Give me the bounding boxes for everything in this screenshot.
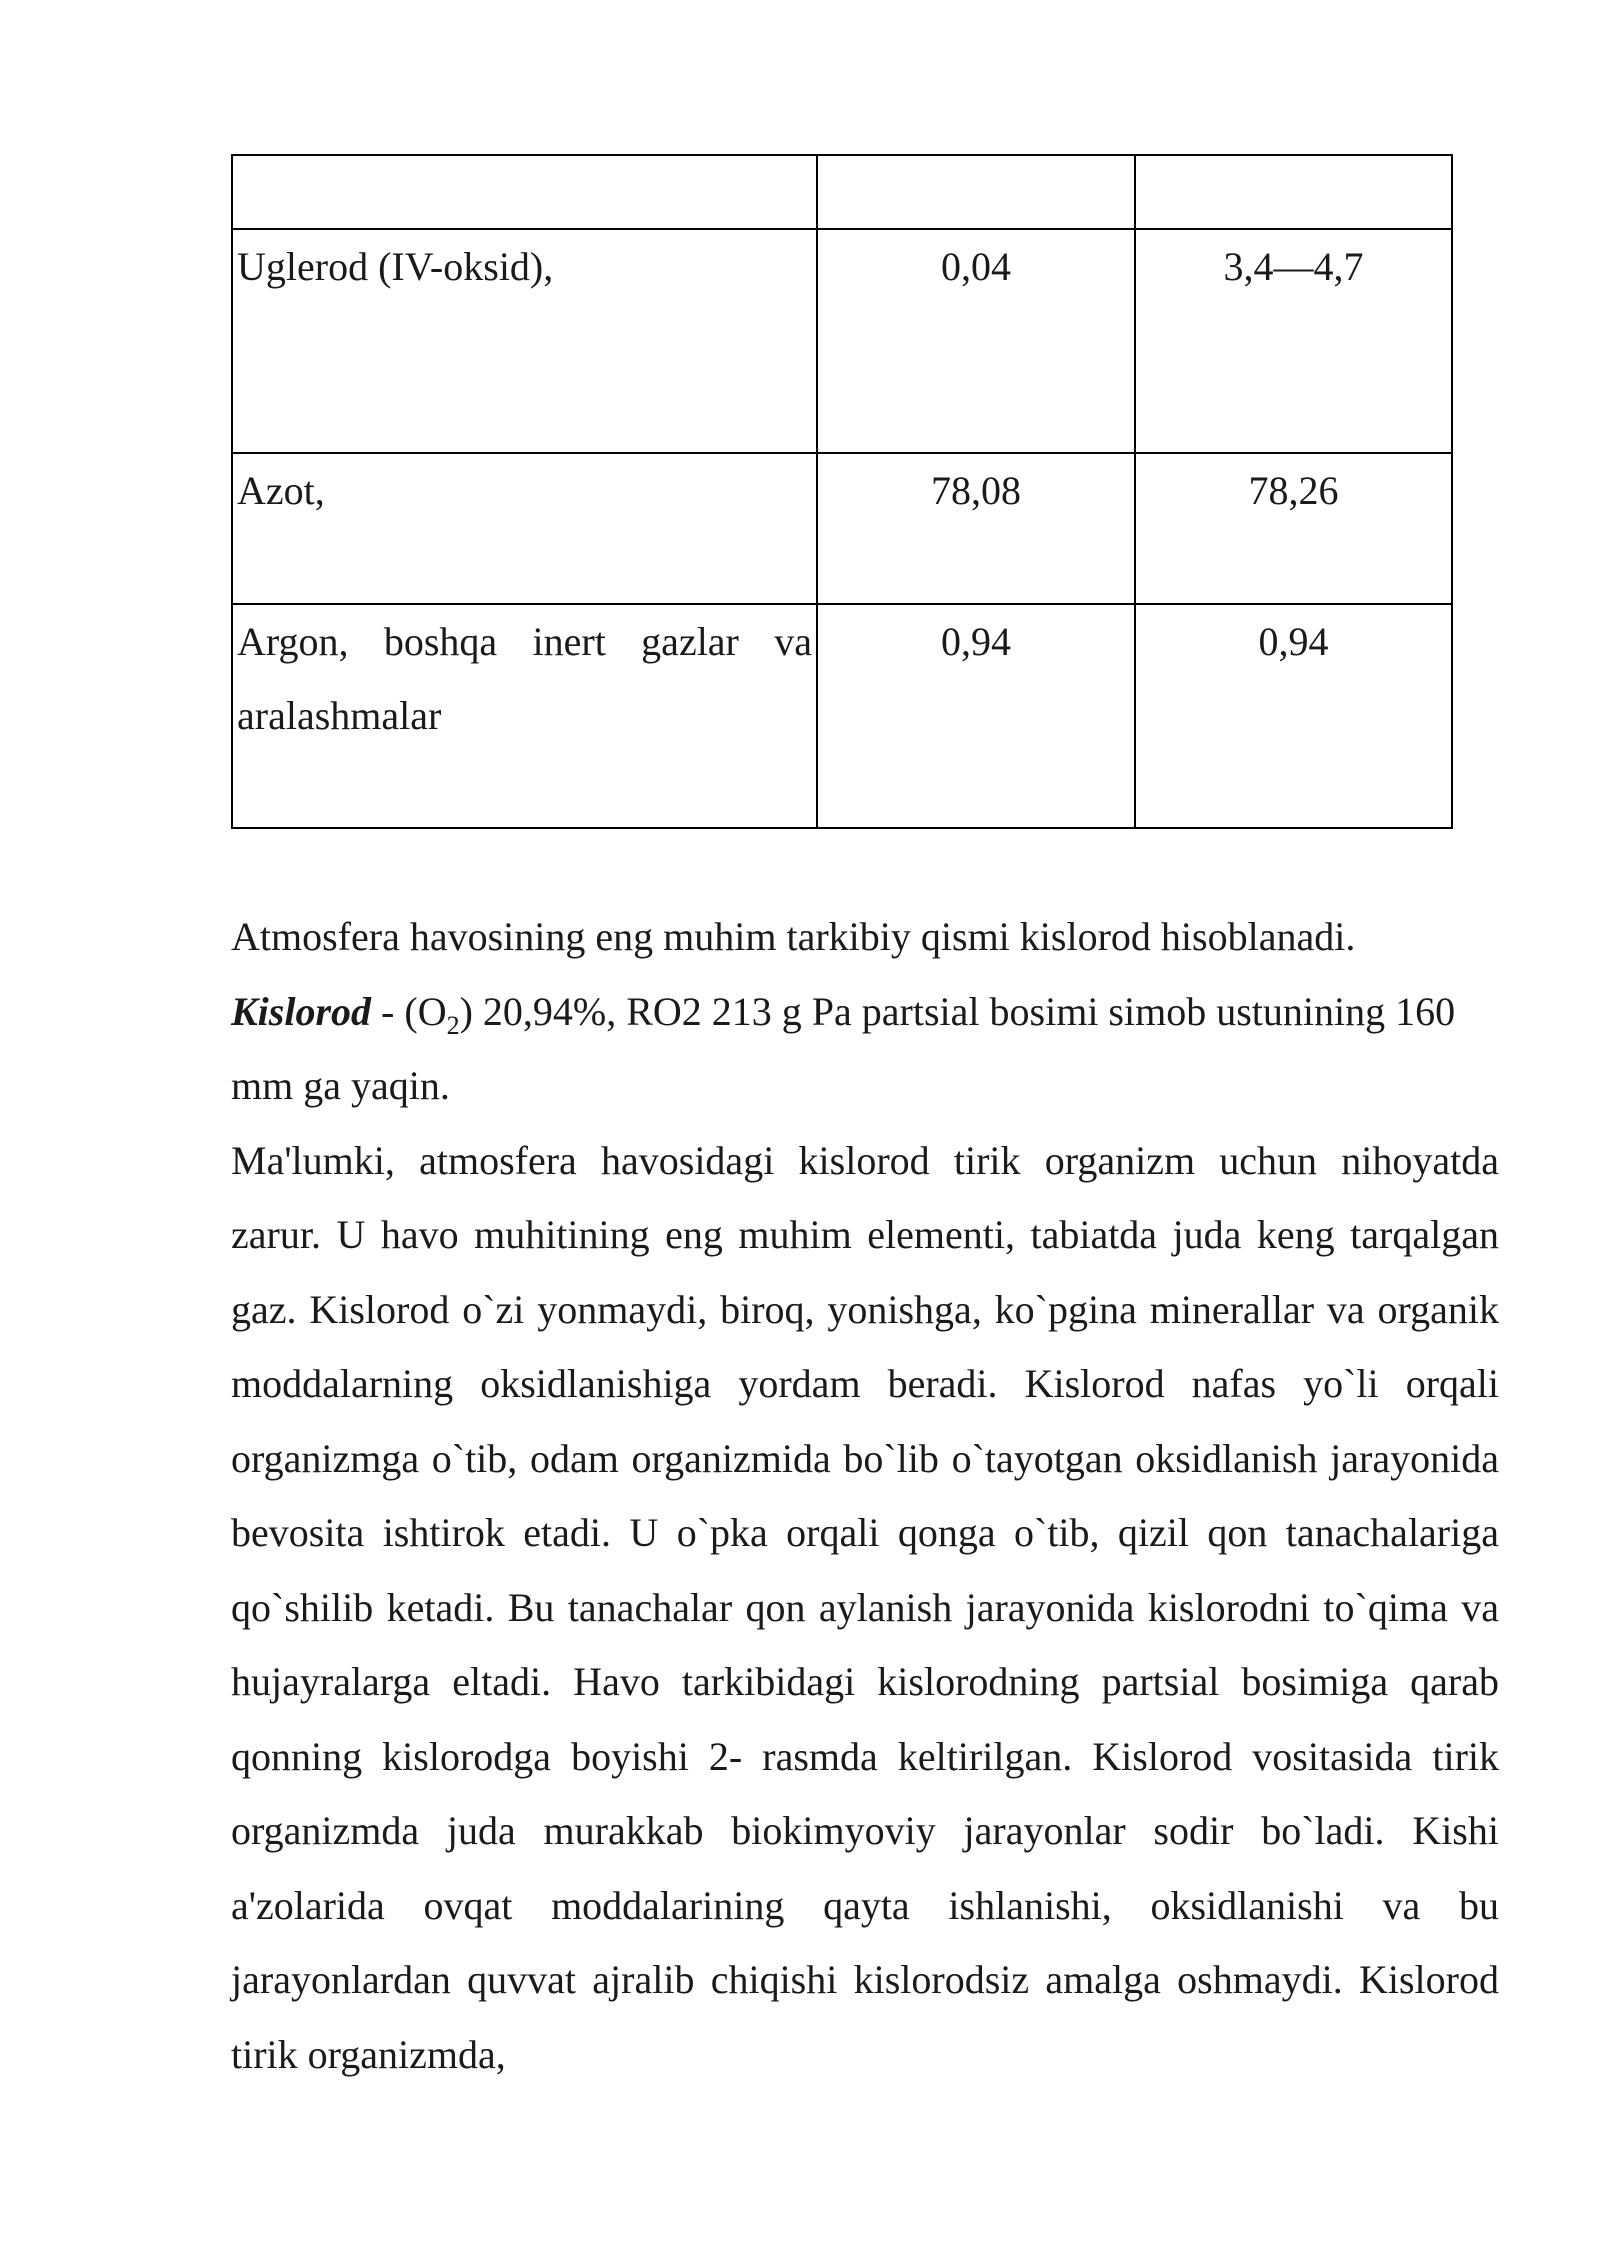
table-row — [232, 229, 1452, 453]
body-text — [231, 900, 1499, 2092]
table-cell-value: 0,94 — [817, 604, 1135, 828]
subscript: 2 — [446, 1010, 460, 1040]
table-cell-value: 78,26 — [1135, 453, 1452, 604]
table-cell-name: Uglerod (IV-oksid), — [232, 229, 817, 453]
table-cell-value — [817, 155, 1135, 229]
text-span: ) 20,94%, RO2 213 g Pa partsial bosimi simob ustunining 160 mm ga yaqin. — [231, 988, 1456, 1108]
table-cell-value — [1135, 155, 1452, 229]
table-row — [232, 604, 1452, 828]
text-span: - (O — [371, 988, 447, 1034]
paragraph: Atmosfera havosining eng muhim tarkibiy qismi kislorod hisoblanadi. — [231, 914, 1356, 959]
paragraph-kislorod — [231, 975, 1499, 1124]
table-cell-value: 0,94 — [1135, 604, 1452, 828]
table-cell-value: 3,4—4,7 — [1135, 229, 1452, 453]
table-cell-name: Azot, — [232, 453, 817, 604]
table-row — [232, 453, 1452, 604]
table-cell-name: Argon, boshqa inert gazlar va aralashmalar — [232, 604, 817, 828]
keyword-kislorod: Kislorod — [231, 988, 372, 1034]
table-cell-name — [232, 155, 817, 229]
table-cell-value: 78,08 — [817, 453, 1135, 604]
gas-composition-table — [231, 154, 1453, 829]
paragraph: Ma'lumki, atmosfera havosidagi kislorod tirik organizm uchun nihoyatda zarur. U havo muhitining eng muhim elementi, tabiatda juda keng tarqalgan gaz. Kislorod o`zi yonmaydi, biroq, yonishga, ko`pgina minerallar va organik moddalarning oksidlanishiga yordam beradi. Kislorod nafas yo`li orqali organizmga o`tib, odam organizmida bo`lib o`tayotgan oksidlanish jarayonida bevosita ishtirok etadi. U o`pka orqali qonga o`tib, qizil qon tanachalariga qo`shilib ketadi. Bu tanachalar qon aylanish jarayonida kislorodni to`qima va hujayralarga eltadi. Havo tarkibidagi kislorodning partsial bosimiga qarab qonning kislorodga boyishi 2- rasmda keltirilgan. Kislorod vositasida tirik organizmda juda murakkab biokimyoviy jarayonlar sodir bo`ladi. Kishi a'zolarida ovqat moddalarining qayta ishlanishi, oksidlanishi va bu jarayonlardan quvvat ajralib chiqishi kislorodsiz amalga oshmaydi. Kislorod tirik organizmda, — [231, 1137, 1499, 2077]
table-row — [232, 155, 1452, 229]
table-cell-value: 0,04 — [817, 229, 1135, 453]
